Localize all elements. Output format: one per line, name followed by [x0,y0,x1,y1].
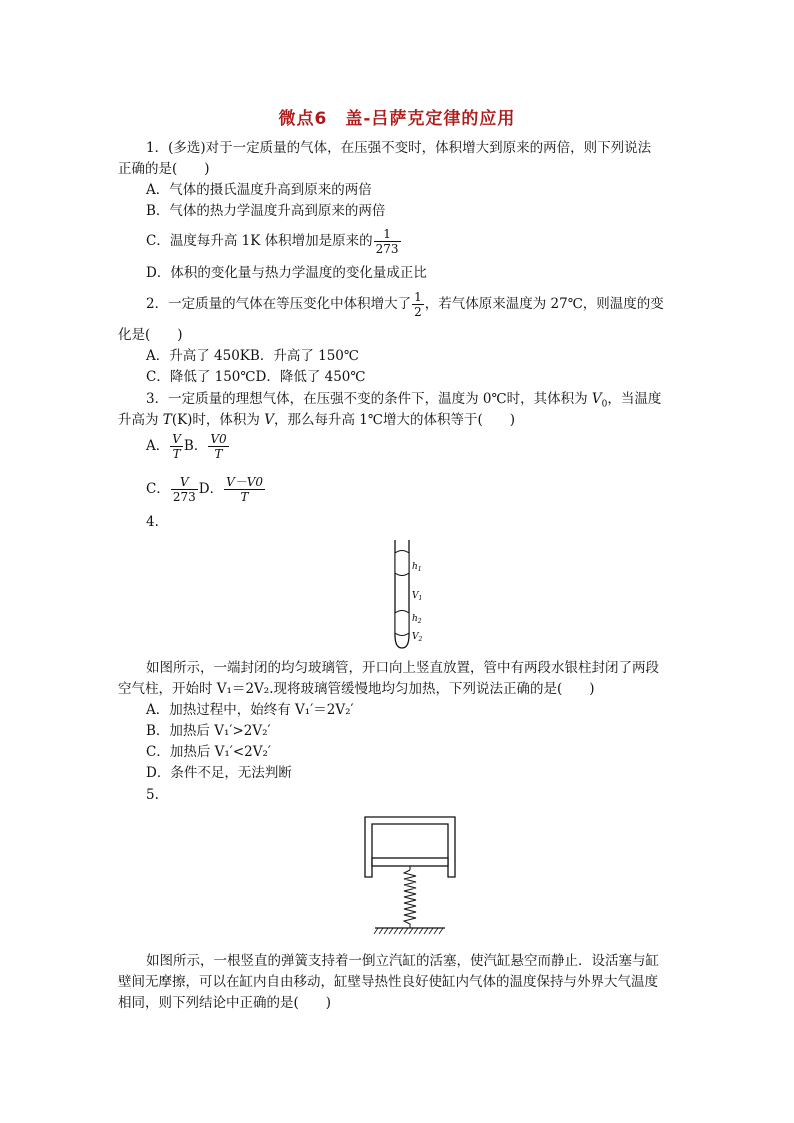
q3-option-c-label: C． [146,481,170,497]
q3-options-cd [146,475,266,504]
q3-text: 升高为 [118,412,163,428]
q1-option-a: A．气体的摄氏温度升高到原来的两倍 [146,182,372,198]
q4-option-c: C．加热后 V₁′<2V₂′ [146,744,271,760]
q4-number: 4. [146,514,159,530]
q3-text: 3．一定质量的理想气体，在压强不变的条件下，温度为 0℃时，其体积为 [146,391,592,407]
q3-var-t: T [162,412,172,428]
fraction-numerator: V－V0 [226,475,264,489]
q1-option-c-text: C．温度每升高 1K 体积增加是原来的 [146,233,373,249]
q4-stem-line2: 空气柱，开始时 V₁＝2V₂.现将玻璃管缓慢地均匀加热，下列说法正确的是( ) [118,681,595,697]
q3-option-b-label: B． [183,438,208,454]
q5-stem-line3: 相同，则下列结论中正确的是( ) [118,995,332,1011]
q2-stem-line1 [146,290,664,319]
q5-number: 5. [146,787,159,803]
q3-option-d-label: D． [198,481,224,497]
mercury-column-h1 [395,551,409,576]
q3-option-b-fraction [208,432,228,461]
q1-stem-line1: 1．(多选)对于一定质量的气体，在压强不变时，体积增大到原来的两倍，则下列说法 [146,140,652,156]
fraction-numerator: V0 [210,432,227,446]
q4-option-d: D．条件不足，无法判断 [146,765,292,781]
piston [372,858,448,866]
q3-option-a-label: A． [146,438,170,454]
mercury-column-h2 [395,611,409,636]
q1-option-c-fraction [374,227,401,256]
q3-option-a-fraction [170,432,183,461]
q3-var-v0-sub: 0 [601,399,608,410]
q5-stem-line2: 壁间无摩擦，可以在缸内自由移动，缸壁导热性良好使缸内气体的温度保持与外界大气温度 [118,974,658,990]
q1-option-b: B．气体的热力学温度升高到原来的两倍 [146,203,386,219]
ground-hatching [374,928,443,934]
label-v1: $V_1$ [412,591,423,602]
q5-stem-line1: 如图所示，一根竖直的弹簧支持着一倒立汽缸的活塞，使汽缸悬空而静止．设活塞与缸 [146,953,659,969]
label-h2: $h_2$ [412,614,422,625]
q2-fraction [412,290,424,319]
fraction-numerator: V [171,475,198,490]
fraction-numerator: V [172,432,181,446]
q1-option-d: D．体积的变化量与热力学温度的变化量成正比 [146,265,427,281]
q3-text: (K)时，体积为 [171,412,265,428]
q3-option-d-fraction [224,475,265,504]
spring [404,870,416,928]
q3-var-v0: V [591,391,602,407]
q2-options-ab: A．升高了 450KB．升高了 150℃ [146,348,359,364]
q3-text: ，那么每升高 1℃增大的体积等于( ) [273,412,515,428]
q4-glass-tube-figure [380,535,440,655]
fraction-denominator: T [240,490,249,504]
fraction-denominator: 273 [375,242,399,256]
q2-stem-part-b: ，若气体原来温度为 27℃，则温度的变 [424,296,664,312]
q5-cylinder-spring-figure [360,812,460,942]
fraction-numerator: 1 [414,290,422,304]
label-h1: $h_1$ [412,562,422,573]
fraction-denominator: 2 [414,305,422,319]
q2-stem-part-a: 2．一定质量的气体在等压变化中体积增大了 [146,296,412,312]
q1-stem-line2: 正确的是( ) [118,161,210,177]
q3-stem-line2 [118,411,515,429]
q2-options-cd: C．降低了 150℃D．降低了 450℃ [146,369,366,385]
q4-stem-line1: 如图所示，一端封闭的均匀玻璃管，开口向上竖直放置，管中有两段水银柱封闭了两段 [146,660,659,676]
fraction-denominator: T [214,447,223,461]
fraction-numerator: 1 [374,227,401,242]
fraction-denominator: 273 [172,490,196,504]
label-v2: $V_2$ [412,632,423,643]
q3-var-v: V [264,412,274,428]
fraction-denominator: T [172,447,181,461]
q1-option-c [146,227,402,256]
q2-stem-line2: 化是( ) [118,327,183,343]
q3-text: ，当温度 [607,391,662,407]
q4-option-b: B．加热后 V₁′>2V₂′ [146,723,271,739]
q4-option-a: A．加热过程中，始终有 V₁′＝2V₂′ [146,702,354,718]
q3-options-ab [146,432,230,461]
q3-option-c-fraction [171,475,198,504]
page-title: 微点6 盖-吕萨克定律的应用 [278,109,516,129]
